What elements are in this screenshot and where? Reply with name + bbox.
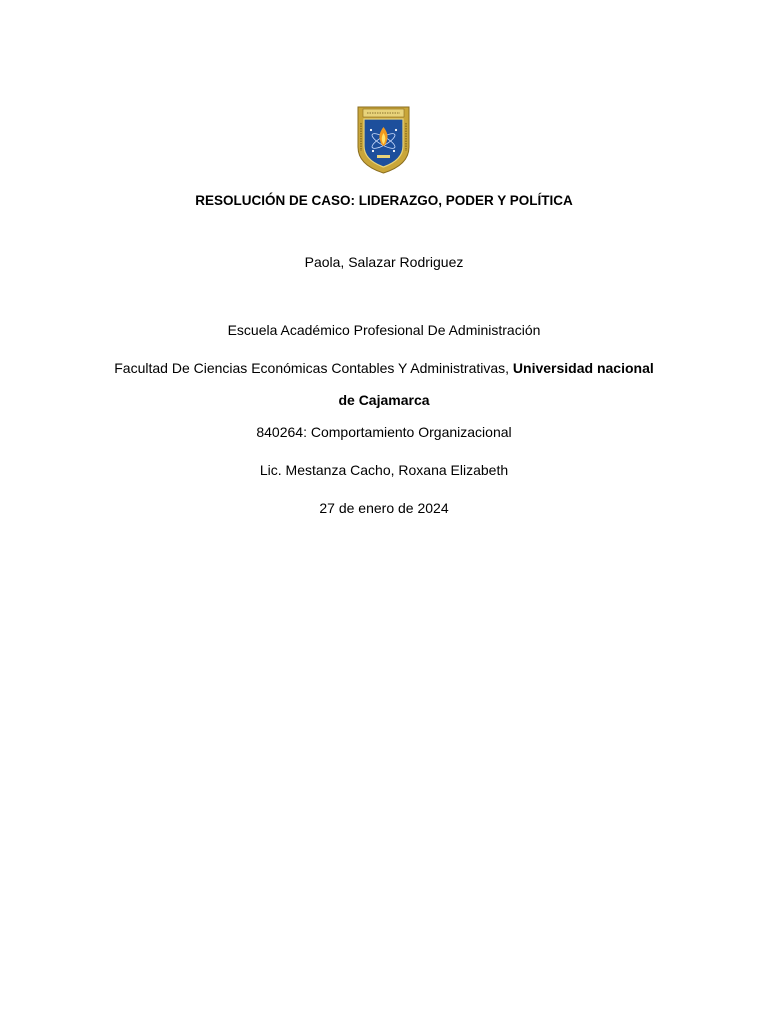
faculty-line bbox=[0, 359, 768, 377]
university-crest-logo bbox=[355, 103, 412, 175]
instructor-name: Lic. Mestanza Cacho, Roxana Elizabeth bbox=[259, 462, 509, 478]
document-date: 27 de enero de 2024 bbox=[319, 500, 449, 516]
university-name-line2: de Cajamarca bbox=[338, 392, 430, 408]
school-name: Escuela Académico Profesional De Administración bbox=[227, 322, 541, 338]
document-title: RESOLUCIÓN DE CASO: LIDERAZGO, PODER Y POLÍTICA bbox=[195, 193, 573, 208]
university-name-line1: Universidad nacional bbox=[512, 360, 654, 376]
faculty-name: Facultad De Ciencias Económicas Contables Y Administrativas, bbox=[114, 360, 513, 376]
author-name: Paola, Salazar Rodriguez bbox=[304, 254, 464, 270]
course-name: 840264: Comportamiento Organizacional bbox=[256, 424, 512, 440]
